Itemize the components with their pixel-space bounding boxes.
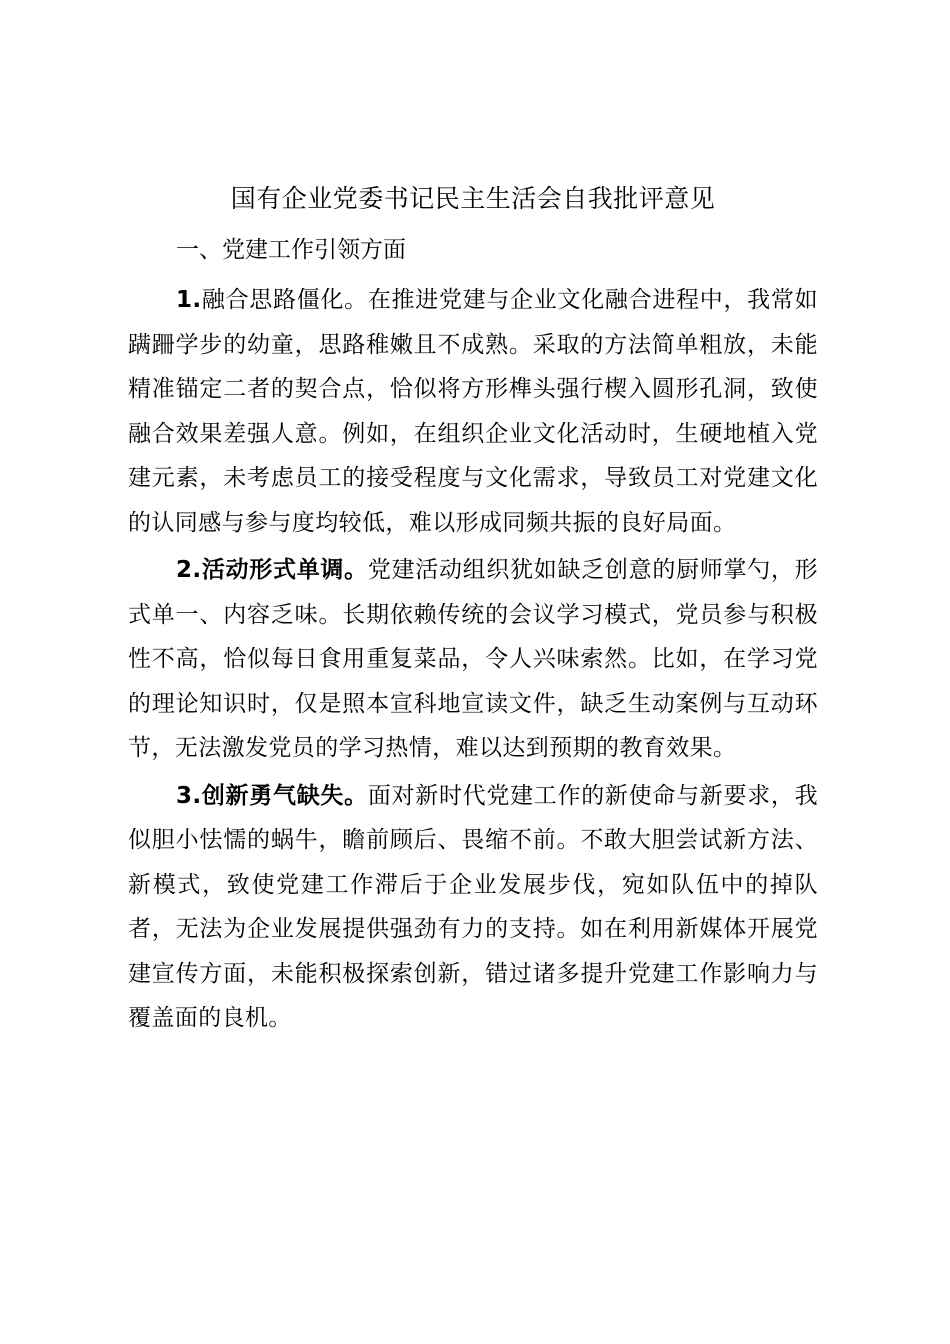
item-3-lead: 3.创新勇气缺失。 (176, 782, 368, 809)
item-1-lead-text: 融合思路僵化。 (201, 287, 368, 313)
item-2-lead: 2.活动形式单调。 (176, 557, 368, 583)
paragraph-item-1 (128, 278, 818, 545)
item-3-body: 面对新时代党建工作的新使命与新要求，我似胆小怯懦的蜗牛，瞻前顾后、畏缩不前。不敢大胆尝试新方法、新模式，致使党建工作滞后于企业发展步伐，宛如队伍中的掉队者，无法为企业发展提供强劲有力的支持。如在利用新媒体开展党建宣传方面，未能积极探索创新，错过诸多提升党建工作影响力与覆盖面的良机。 (128, 782, 818, 1031)
section-heading: 一、党建工作引领方面 (176, 237, 406, 263)
document-page (128, 178, 818, 1044)
item-1-number: 1. (176, 287, 202, 313)
item-1-body: 在推进党建与企业文化融合进程中，我常如蹒跚学步的幼童，思路稚嫩且不成熟。采取的方法简单粗放，未能精准锚定二者的契合点，恰似将方形榫头强行楔入圆形孔洞，致使融合效果差强人意。例如，在组织企业文化活动时，生硬地植入党建元素，未考虑员工的接受程度与文化需求，导致员工对党建文化的认同感与参与度均较低，难以形成同频共振的良好局面。 (128, 287, 818, 536)
paragraph-item-2 (128, 548, 818, 771)
document-title: 国有企业党委书记民主生活会自我批评意见 (230, 184, 716, 213)
item-2-body: 党建活动组织犹如缺乏创意的厨师掌勺，形式单一、内容乏味。长期依赖传统的会议学习模式，党员参与积极性不高，恰似每日食用重复菜品，令人兴味索然。比如，在学习党的理论知识时，仅是照本宣科地宣读文件，缺乏生动案例与互动环节，无法激发党员的学习热情，难以达到预期的教育效果。 (128, 557, 818, 761)
paragraph-item-3 (128, 774, 818, 1041)
